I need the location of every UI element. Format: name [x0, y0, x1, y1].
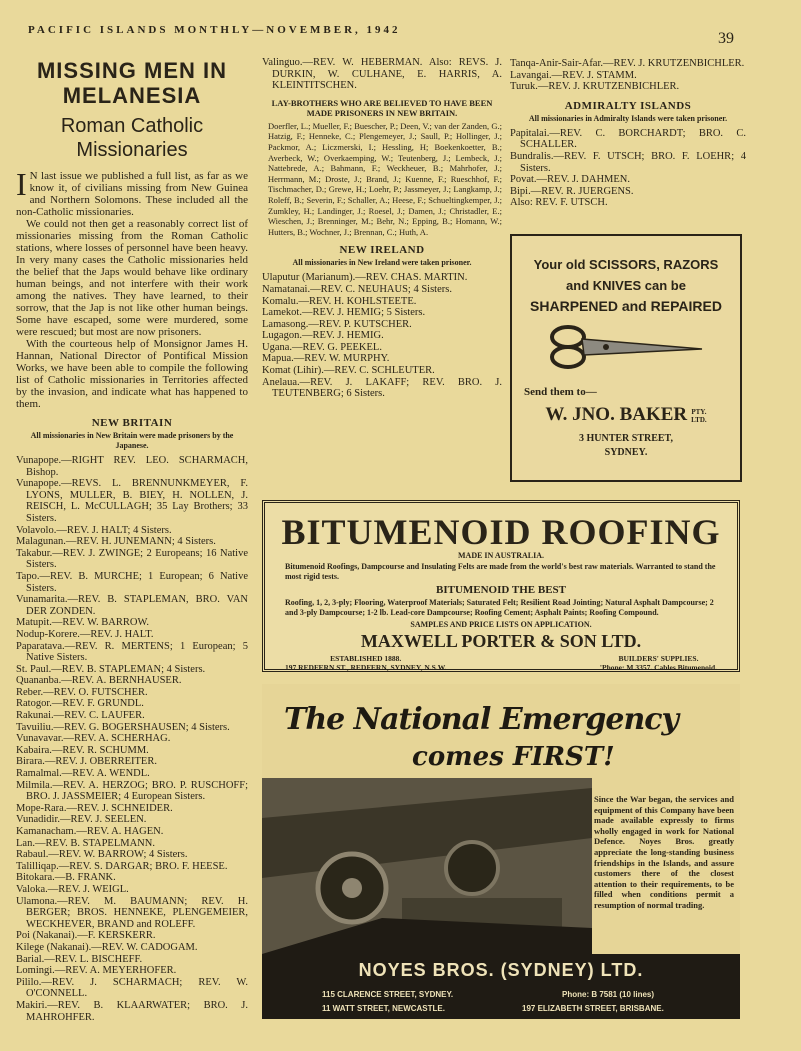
article-column-1 [16, 58, 248, 1023]
section-heading-new-ireland: NEW IRELAND [339, 244, 425, 257]
mission-entry: Volavolo.—REV. J. HALT; 4 Sisters. [16, 524, 172, 536]
mission-entry: Namatanai.—REV. C. NEUHAUS; 4 Sisters. [262, 283, 452, 295]
mission-entry: Vunamarita.—REV. B. STAPLEMAN, BRO. VAN DER ZONDEN. [16, 594, 248, 617]
admiralty-list [510, 128, 746, 209]
mission-entry: Ratogor.—REV. F. GRUNDL. [16, 698, 144, 710]
ad-address: 3 HUNTER STREET, SYDNEY. [578, 433, 673, 458]
mission-entry: Talilliqap.—REV. S. DARGAR; BRO. F. HEESE. [16, 860, 228, 872]
mission-entry: Tanqa-Anir-Sair-Afar.—REV. J. KRUTZENBICHLER. [510, 58, 745, 69]
mission-entry: Komat (Lihir).—REV. C. SCHLEUTER. [262, 365, 435, 377]
mission-entry: Takabur.—REV. J. ZWINGE; 2 Europeans; 16 Native Sisters. [16, 547, 248, 571]
section-note: All missionaries in Admiralty Islands were taken prisoner. [528, 113, 728, 123]
mission-entry: Ramalmal.—REV. A. WENDL. [16, 768, 150, 780]
mission-entry: Rabaul.—REV. W. BARROW; 4 Sisters. [16, 849, 188, 861]
ad-slogan-2: comes FIRST! [412, 742, 615, 772]
mission-entry: Tavuiliu.—REV. G. BOGERSHAUSEN; 4 Sisters. [16, 721, 230, 733]
mission-entry: Vunadidir.—REV. J. SEELEN. [16, 814, 147, 826]
mission-entry: Poi (Nakanai).—F. KERSKERR. [16, 930, 156, 942]
ad-tagline: BITUMENOID THE BEST [435, 584, 566, 596]
mission-entry: Bitokara.—B. FRANK. [16, 872, 116, 884]
mission-entry: Valinguo.—REV. W. HEBERMAN. Also: REVS. J. DURKIN, W. CULHANE, E. HARRIS, A. KLEINTITSCHEN. [262, 57, 502, 92]
mission-entry: Kilege (Nakanai).—REV. W. CADOGAM. [16, 941, 198, 953]
mission-entry: Vunapope.—REVS. L. BRENNUNKMEYER, F. LYONS, MULLER, B. BIEY, H. NOLLEN, J. REISCH, L. McCULLAGH; 35 Lay Brothers; 33 Sisters. [16, 478, 248, 524]
ad-footer: ESTABLISHED 1888. 197 REDFERN ST., REDFERN, SYDNEY, N.S.W. BUILDERS' SUPPLIES. 'Phone: M 3357. Cables Bitumenoid. [285, 654, 717, 672]
ad-company-name: NOYES BROS. (SYDNEY) LTD. [358, 960, 644, 980]
mission-entry: Ulaputur (Marianum).—REV. CHAS. MARTIN. [262, 272, 468, 284]
factory-machinery-photo [262, 778, 592, 954]
ad-headline: Your old SCISSORS, RAZORS and KNIVES can be SHARPENED and REPAIRED [530, 257, 722, 314]
mission-entry: Komalu.—REV. H. KOHLSTEETE. [262, 295, 417, 307]
scissors-icon [546, 321, 706, 371]
mission-entry: Lamekot.—REV. J. HEMIG; 5 Sisters. [262, 307, 426, 319]
ad-slogan: The National Emergency [284, 702, 678, 737]
ad-company-name: W. JNO. BAKER PTY. LTD. [545, 404, 707, 425]
mission-entry: Lan.—REV. B. STAPELMANN. [16, 837, 155, 849]
mission-entry: Lamasong.—REV. P. KUTSCHER. [262, 318, 412, 330]
baker-advertisement [510, 234, 742, 482]
mission-entry: Mapua.—REV. W. MURPHY. [262, 353, 390, 365]
mission-entry: Lavangai.—REV. J. STAMM. [510, 69, 637, 81]
running-head: PACIFIC ISLANDS MONTHLY—NOVEMBER, 1942 [28, 24, 401, 36]
valinguo-list [262, 57, 502, 92]
mission-entry: Nodup-Korere.—REV. J. HALT. [16, 628, 154, 640]
article-title: MISSING MEN IN MELANESIA [36, 58, 227, 108]
page-number: 39 [718, 30, 734, 47]
ad-address-sydney: 115 CLARENCE STREET, SYDNEY. [322, 990, 454, 999]
mission-entry: Paparatava.—REV. R. MERTENS; 1 European; 5 Native Sisters. [16, 640, 248, 664]
ad-body-copy: Since the War began, the services and equipment of this Company have been made available expressly to firms wholly engaged in work for National Defence. Noyes Bros. greatly appreciate the long-standing business friendships in the Islands, and assure customers there of the closest attention to their requirements, to be filled when conditions permit a resumption of normal trading. [594, 794, 734, 910]
mission-entry: Birara.—REV. J. OBERREITER. [16, 756, 157, 768]
ad-send-label: Send them to— [524, 386, 597, 398]
mission-entry: Anelaua.—REV. J. LAKAFF; REV. BRO. J. TEUTENBERG; 6 Sisters. [262, 376, 502, 400]
section-heading-admiralty: ADMIRALTY ISLANDS [564, 99, 692, 112]
mission-entry: Vunavavar.—REV. A. SCHERHAG. [16, 733, 171, 745]
mission-entry: Reber.—REV. O. FUTSCHER. [16, 686, 148, 698]
section-note: All missionaries in New Britain were made prisoners by the Japanese. [30, 431, 234, 450]
ad-headline: BITUMENOID ROOFING [281, 512, 721, 552]
intro-paragraph: IN last issue we published a full list, as far as we know it, of civilians missing from New Guinea and Northern Solomons. These included all the non-Catholic missionaries. [16, 166, 248, 218]
mission-entry: Lugagon.—REV. J. HEMIG. [262, 330, 384, 342]
mission-entry: Ugana.—REV. G. PEEKEL. [262, 341, 382, 353]
article-column-2 [262, 57, 502, 400]
article-column-3 [510, 58, 746, 209]
mission-entry: Milmila.—REV. A. HERZOG; BRO. P. RUSCHOFF; BRO. J. JASSMEIER; 4 European Sisters. [16, 779, 248, 803]
section-note: All missionaries in New Ireland were taken prisoner. [292, 258, 472, 268]
mission-entry: Lomingi.—REV. A. MEYERHOFER. [16, 965, 177, 977]
body-paragraph: We could not then get a reasonably correct list of missionaries missing from the Roman Catholic stations, where losses of personnel have been heavy. In very many cases the Catholic missionaries held the belief that the Japs would behave like ordinary human beings, and not interfere with their work among the natives. They have learned, to their sorrow, that the Jap is not like other human beings. Some have escaped, some were murdered, some were rescued; but most are now prisoners. [16, 218, 248, 338]
ad-phone: Phone: B 7581 (10 lines) [562, 990, 655, 999]
lay-brothers-heading: LAY-BROTHERS WHO ARE BELIEVED TO HAVE BEEN MADE PRISONERS IN NEW BRITAIN. [271, 97, 493, 118]
mission-entry: Pililo.—REV. J. SCHARMACH; REV. W. O'CONNELL. [16, 976, 248, 1000]
mission-entry: Valoka.—REV. J. WEIGL. [16, 883, 129, 895]
ad-description: Bitumenoid Roofings, Dampcourse and Insulating Felts are made from the world's best raw materials. Warranted to stand the most rigid tests. [285, 562, 716, 581]
new-britain-list [16, 455, 248, 1023]
article-subtitle: Roman Catholic Missionaries [60, 115, 204, 161]
mission-entry: Kabaira.—REV. R. SCHUMM. [16, 744, 149, 756]
body-paragraph: With the courteous help of Monsignor James H. Hannan, National Director of Pontifical Mission Works, we have been able to compile the following list of Catholic missionaries in Territories affected by the invasion, and indicate what has happened to them. [16, 338, 248, 410]
ad-samples: SAMPLES AND PRICE LISTS ON APPLICATION. [410, 620, 592, 629]
mission-entry: Quananba.—REV. A. BERNHAUSER. [16, 675, 182, 687]
mission-entry: Turuk.—REV. J. KRUTZENBICHLER. [510, 81, 680, 93]
mission-entry: Vunapope.—RIGHT REV. LEO. SCHARMACH, Bishop. [16, 455, 248, 478]
ad-address-newcastle: 11 WATT STREET, NEWCASTLE. [322, 1004, 445, 1013]
new-ireland-list [262, 272, 502, 400]
ad-address-brisbane: 197 ELIZABETH STREET, BRISBANE. [522, 1004, 664, 1013]
mission-entry: Matupit.—REV. W. BARROW. [16, 617, 150, 629]
mission-entry: St. Paul.—REV. B. STAPLEMAN; 4 Sisters. [16, 663, 206, 675]
mission-entry: Povat.—REV. J. DAHMEN. [510, 174, 630, 186]
mission-entry: Also: REV. F. UTSCH. [510, 197, 608, 209]
mission-entry: Mope-Rara.—REV. J. SCHNEIDER. [16, 802, 173, 814]
mission-entry: Bundralis.—REV. F. UTSCH; BRO. F. LOEHR; 4 Sisters. [510, 150, 746, 174]
mission-entry: Tapo.—REV. B. MURCHE; 1 European; 6 Native Sisters. [16, 570, 248, 594]
section-heading-new-britain: NEW BRITAIN [91, 417, 173, 429]
mission-entry: Ulamona.—REV. M. BAUMANN; REV. H. BERGER; BROS. HENNEKE, PLENGEMEIER, WECKHEVER, BRAND and ROLEFF. [16, 895, 248, 930]
mission-entry: Rakunai.—REV. C. LAUFER. [16, 710, 145, 722]
lay-brothers-list: Doerfler, L.; Mueller, F.; Buescher, P.; Deen, V.; van der Zanden, G.; Hatzig, F.; Henneke, C.; Plengemeyer, J.; Saull, P.; Hollinger, J.; Packmor, A.; Liczmerski, I.; Hessling, H; Boekenkoetter, B.; Averbeck, W.; Overkaemping, W.; Teutenberg, J.; Lembeck, J.; Nattebrede, A.; Bahmann, F.; Weckheuer, B.; Mahrhofer, J.; Herrmann, M.; Droste, J.; Brand, J.; Kuenne, F.; Rueschhof, F.; Tischmacher, D.; Grewe, H.; Loehr, P.; Jassmeyer, J.; Langkamp, J.; Roleff, B.; Severin, F.; Schaller, A.; Heese, F.; Schueltingkemper, J.; Zumkley, H.; Landinger, J.; Roesel, J.; Damen, J.; Christadler, E.; Wieschen, J.; Brenninger, M.; Behr, N.; Epping, B.; Homann, W.; Hutters, B.; Wochner, J.; Brennan, C.; Huth, A. [268, 120, 502, 237]
noyes-advertisement [262, 684, 740, 1019]
mission-entry: Kamanacham.—REV. A. HAGEN. [16, 826, 164, 837]
mission-entry: Barial.—REV. L. BISCHEFF. [16, 953, 143, 965]
mission-entry: Papitalai.—REV. C. BORCHARDT; BRO. C. SCHALLER. [510, 127, 746, 151]
bitumenoid-advertisement [262, 500, 740, 672]
mission-entry: Makiri.—REV. B. KLAARWATER; BRO. J. MAHROHFER. [16, 999, 248, 1023]
ad-footer-band [262, 954, 740, 1019]
mission-entry: Bipi.—REV. R. JUERGENS. [510, 185, 634, 197]
mission-entry: Malagunan.—REV. H. JUNEMANN; 4 Sisters. [16, 536, 216, 548]
ad-made-in: MADE IN AUSTRALIA. [457, 551, 544, 560]
ad-products: Roofing, 1, 2, 3-ply; Flooring, Waterproof Materials; Saturated Felt; Resilient Road Jointing; Natural Asphalt Dampcourse; 2 and 3-ply Dampcourse; 1-2 lb. Lead-core Dampcourse; Roofing Cement; Asphalt Paints; Roofing Compound. [285, 598, 714, 617]
ad-firm-name: MAXWELL PORTER & SON LTD. [360, 631, 642, 651]
new-hanover-list [510, 58, 746, 93]
